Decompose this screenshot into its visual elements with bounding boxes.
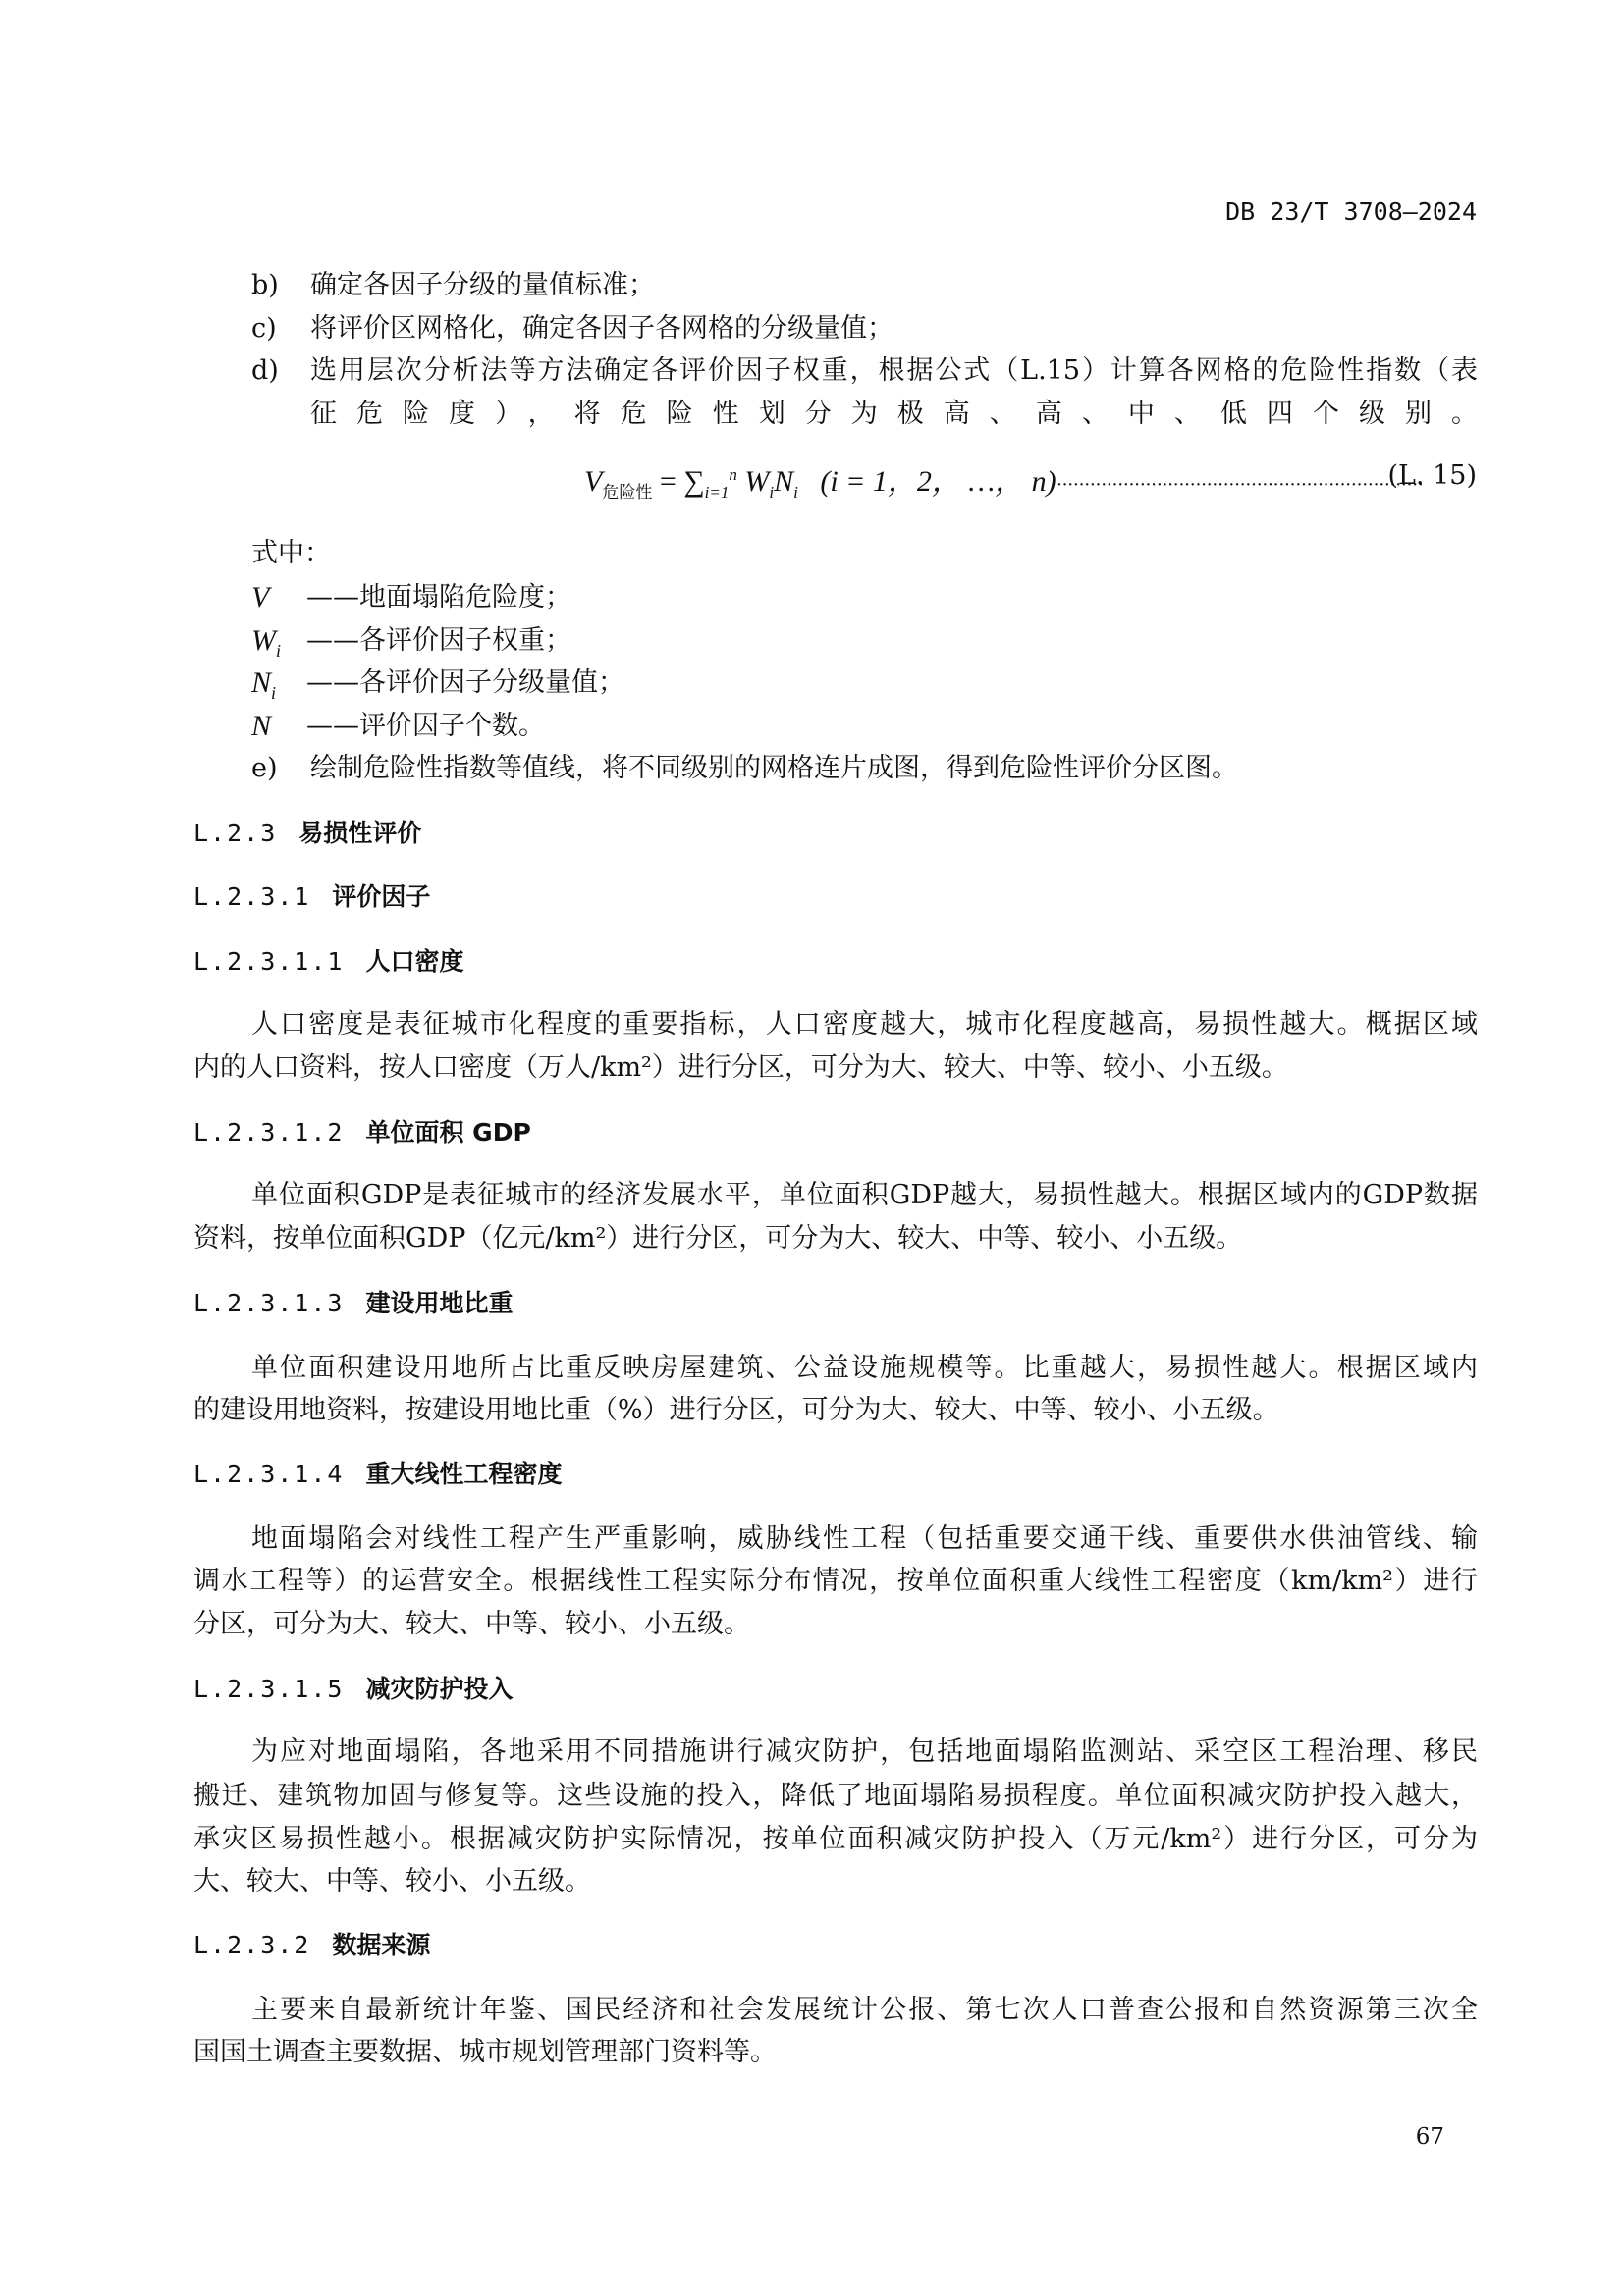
section-heading: L.2.3.1.3 建设用地比重 <box>193 1289 514 1317</box>
page-number: 67 <box>1415 2124 1444 2150</box>
step-label: e) <box>251 753 278 783</box>
step-text-line: 征危险度），将危险性划分为极高、高、中、低四个级别。 <box>310 399 1478 429</box>
paragraph-line: 人口密度是表征城市化程度的重要指标，人口密度越大，城市化程度越高，易损性越大。概据区域 <box>251 1009 1478 1040</box>
paragraph-line: 资料，按单位面积GDP（亿元/km²）进行分区，可分为大、较大、中等、较小、小五级。 <box>193 1223 1243 1254</box>
step-label: d) <box>251 355 279 386</box>
paragraph-line: 单位面积GDP是表征城市的经济发展水平，单位面积GDP越大，易损性越大。根据区域内的GDP数据 <box>251 1180 1478 1210</box>
paragraph-line: 分区，可分为大、较大、中等、较小、小五级。 <box>193 1609 750 1639</box>
paragraph-line: 内的人口资料，按人口密度（万人/km²）进行分区，可分为大、较大、中等、较小、小五级。 <box>193 1052 1288 1083</box>
paragraph-line: 搬迁、建筑物加固与修复等。这些设施的投入，降低了地面塌陷易损程度。单位面积减灾防护投入越大， <box>193 1781 1478 1811</box>
symbol: N <box>251 710 272 742</box>
leader-dots: ·································································· <box>1056 474 1424 496</box>
symbol-definition: ——评价因子个数。 <box>306 711 545 741</box>
section-heading: L.2.3.1.5 减灾防护投入 <box>193 1675 514 1703</box>
paragraph-line: 主要来自最新统计年鉴、国民经济和社会发展统计公报、第七次人口普查公报和自然资源第三次全 <box>251 1995 1478 2025</box>
symbol: V <box>251 581 270 614</box>
step-text-line: 选用层次分析法等方法确定各评价因子权重，根据公式（L.15）计算各网格的危险性指数（表 <box>310 355 1478 386</box>
paragraph-line: 国国土调查主要数据、城市规划管理部门资料等。 <box>193 2037 777 2067</box>
step-text: 将评价区网格化，确定各因子各网格的分级量值； <box>310 313 893 344</box>
paragraph-line: 的建设用地资料，按建设用地比重（%）进行分区，可分为大、较大、中等、较小、小五级。 <box>193 1395 1279 1425</box>
section-heading: L.2.3.2 数据来源 <box>193 1931 431 1959</box>
section-heading: L.2.3.1.1 人口密度 <box>193 947 464 976</box>
paragraph-line: 大、较大、中等、较小、小五级。 <box>193 1866 591 1896</box>
section-heading: L.2.3.1.2 单位面积 GDP <box>193 1118 531 1147</box>
equation-number: (L. 15) <box>1387 460 1477 491</box>
document-code-header: DB 23/T 3708—2024 <box>1225 197 1477 226</box>
section-heading: L.2.3.1 评价因子 <box>193 882 431 911</box>
symbol-definition: ——地面塌陷危险度； <box>306 582 571 613</box>
paragraph-line: 为应对地面塌陷，各地采用不同措施讲行减灾防护，包括地面塌陷监测站、采空区工程治理、移民 <box>251 1736 1478 1767</box>
step-label: c) <box>251 313 277 344</box>
symbol: $W_i$ <box>251 624 282 661</box>
paragraph-line: 调水工程等）的运营安全。根据线性工程实际分布情况，按单位面积重大线性工程密度（km/km²）进行 <box>193 1566 1478 1596</box>
step-text: 绘制危险性指数等值线，将不同级别的网格连片成图，得到危险性评价分区图。 <box>310 753 1238 783</box>
formula: $V_{危险性} = \sum_{i=1}^n$ $W_iN_i$ (i = 1，2， …， n)·································································· <box>584 465 1424 502</box>
symbol-definition: ——各评价因子权重； <box>306 625 571 656</box>
step-text: 确定各因子分级的量值标准； <box>310 270 655 300</box>
symbol-definition: ——各评价因子分级量值； <box>306 667 624 698</box>
paragraph-line: 单位面积建设用地所占比重反映房屋建筑、公益设施规模等。比重越大，易损性越大。根据区域内 <box>251 1353 1478 1383</box>
section-heading: L.2.3 易损性评价 <box>193 819 422 847</box>
paragraph-line: 承灾区易损性越小。根据减灾防护实际情况，按单位面积减灾防护投入（万元/km²）进行分区，可分为 <box>193 1824 1478 1854</box>
section-heading: L.2.3.1.4 重大线性工程密度 <box>193 1460 563 1488</box>
where-label: 式中： <box>251 538 331 568</box>
step-label: b) <box>251 270 279 300</box>
formula-lhs: V <box>584 465 603 498</box>
paragraph-line: 地面塌陷会对线性工程产生严重影响，威胁线性工程（包括重要交通干线、重要供水供油管线、输 <box>251 1523 1478 1554</box>
symbol: $N_i$ <box>251 667 277 703</box>
